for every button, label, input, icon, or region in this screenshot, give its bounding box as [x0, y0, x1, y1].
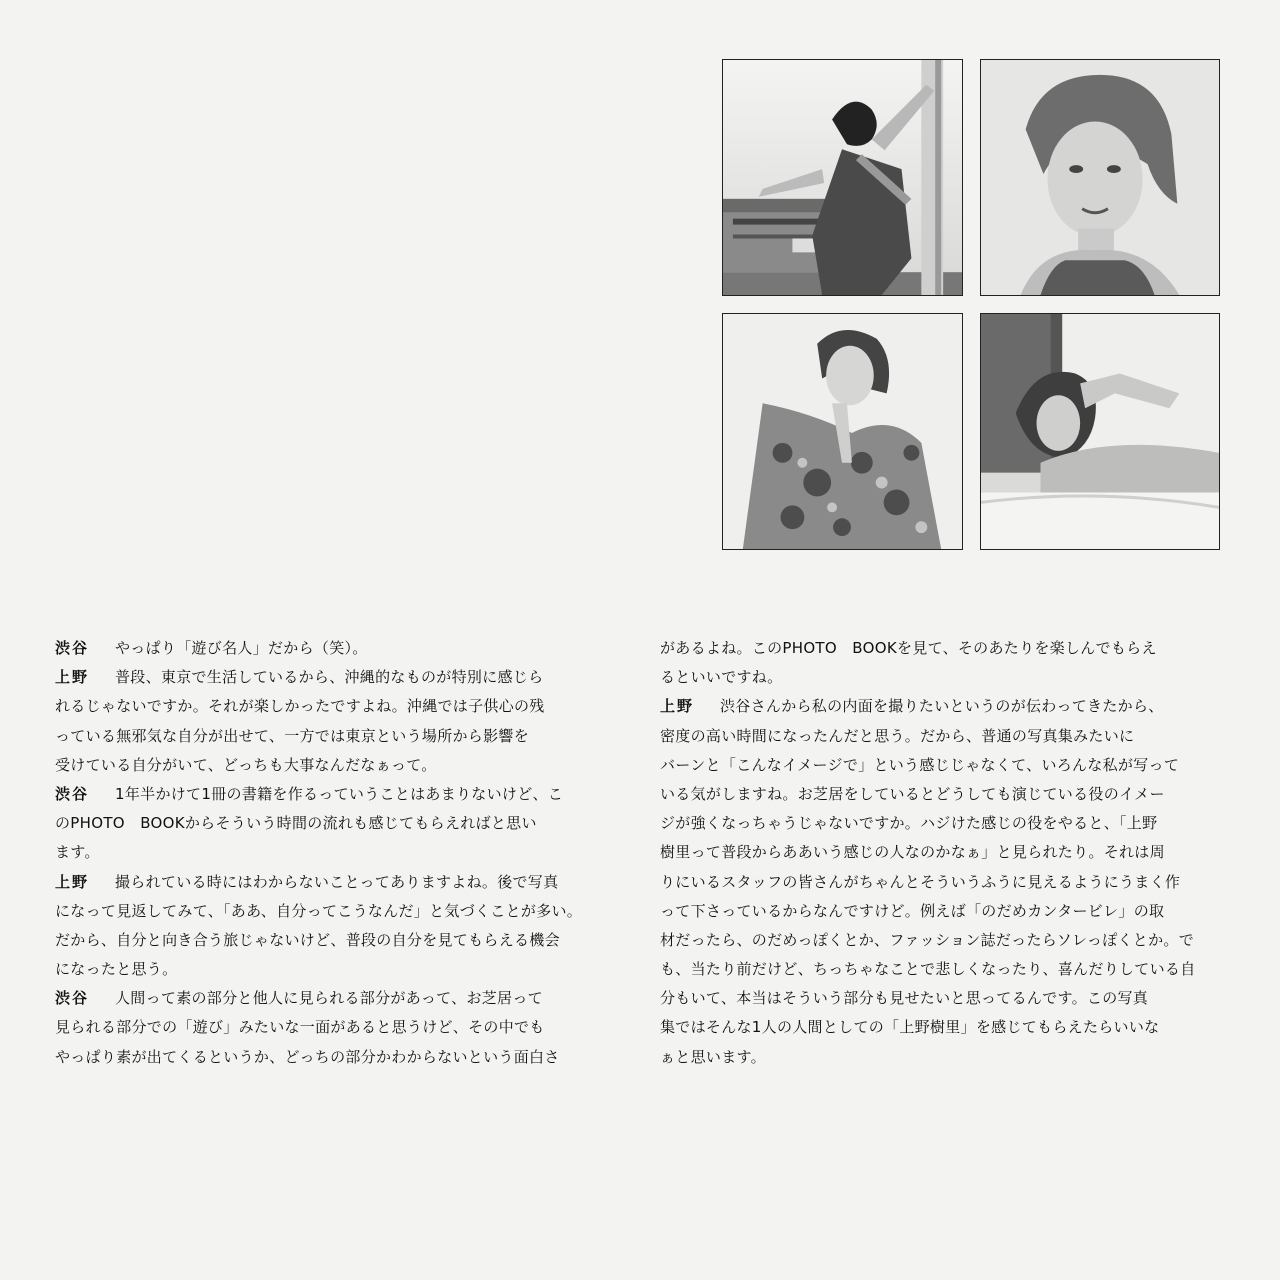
- line-text: になって見返してみて、「ああ、自分ってこうなんだ」と気づくことが多い。: [55, 901, 583, 920]
- photo-floral-dress: [722, 313, 963, 550]
- line-text: 普段、東京で生活しているから、沖縄的なものが特別に感じら: [115, 668, 544, 687]
- text-line: [55, 751, 620, 780]
- line-text: いる気がしますね。お芝居をしているとどうしても演じている役のイメー: [660, 784, 1165, 803]
- text-line: [55, 868, 620, 897]
- line-text: るといいですね。: [660, 668, 783, 687]
- line-text: っている無邪気な自分が出せて、一方では東京という場所から影響を: [55, 726, 530, 745]
- text-line: [55, 722, 620, 751]
- text-line: [660, 780, 1225, 809]
- text-line: [55, 1043, 620, 1072]
- line-text: があるよね。このPHOTO BOOKを見て、そのあたりを楽しんでもらえ: [660, 639, 1157, 657]
- text-line: [55, 1013, 620, 1042]
- text-line: [660, 1043, 1225, 1072]
- text-line: [660, 897, 1225, 926]
- line-text: も、当たり前だけど、ちっちゃなことで悲しくなったり、喜んだりしている自: [660, 960, 1196, 979]
- speaker-name: 上野: [660, 697, 695, 716]
- line-text: 撮られている時にはわからないことってありますよね。後で写真: [115, 872, 559, 891]
- photo-portrait-smile: [980, 59, 1220, 296]
- line-text: 受けている自分がいて、どっちも大事なんだなぁって。: [55, 755, 437, 774]
- speaker-name: 上野: [55, 872, 90, 891]
- line-text: ぁと思います。: [660, 1047, 766, 1066]
- text-line: [55, 897, 620, 926]
- line-text: 樹里って普段からああいう感じの人なのかなぁ」と見られたり。それは周: [660, 843, 1165, 862]
- line-text: 密度の高い時間になったんだと思う。だから、普通の写真集みたいに: [660, 726, 1135, 745]
- text-line: [55, 780, 620, 809]
- text-line: [55, 634, 620, 663]
- line-text: バーンと「こんなイメージで」という感じじゃなくて、いろんな私が写って: [660, 755, 1180, 774]
- text-line: [660, 926, 1225, 955]
- text-line: [660, 1013, 1225, 1042]
- text-line: [660, 809, 1225, 838]
- interview-column-left: [55, 634, 620, 1072]
- photo-outdoor-stretch: [722, 59, 963, 296]
- line-text: 材だったら、のだめっぽくとか、ファッション誌だったらソレっぽくとか。で: [660, 930, 1195, 949]
- text-line: [660, 955, 1225, 984]
- text-line: [660, 663, 1225, 692]
- text-line: [55, 926, 620, 955]
- text-line: [55, 809, 620, 838]
- photo-lying-bed: [980, 313, 1220, 550]
- speaker-name: 渋谷: [55, 784, 90, 803]
- line-text: やっぱり素が出てくるというか、どっちの部分かわからないという面白さ: [55, 1047, 560, 1066]
- text-line: [660, 722, 1225, 751]
- line-text: りにいるスタッフの皆さんがちゃんとそういうふうに見えるようにうまく作: [660, 872, 1181, 891]
- line-text: ジが強くなっちゃうじゃないですか。ハジけた感じの役をやると、「上野: [660, 814, 1158, 833]
- speaker-name: 渋谷: [55, 639, 90, 657]
- speaker-name: 渋谷: [55, 989, 90, 1008]
- text-line: [55, 692, 620, 721]
- interview-column-right: [660, 634, 1225, 1072]
- line-text: 分もいて、本当はそういう部分も見せたいと思ってるんです。この写真: [660, 989, 1149, 1008]
- text-line: [660, 634, 1225, 663]
- text-line: [55, 838, 620, 867]
- speaker-name: 上野: [55, 668, 90, 687]
- text-line: [660, 751, 1225, 780]
- line-text: 集ではそんな1人の人間としての「上野樹里」を感じてもらえたらいいな: [660, 1018, 1160, 1037]
- text-line: [660, 692, 1225, 721]
- line-text: 見られる部分での「遊び」みたいな一面があると思うけど、その中でも: [55, 1018, 545, 1037]
- line-text: 1年半かけて1冊の書籍を作るっていうことはあまりないけど、こ: [115, 784, 564, 803]
- line-text: やっぱり「遊び名人」だから（笑）。: [115, 639, 368, 657]
- line-text: になったと思う。: [55, 960, 178, 979]
- line-text: れるじゃないですか。それが楽しかったですよね。沖縄では子供心の残: [55, 697, 545, 716]
- line-text: 人間って素の部分と他人に見られる部分があって、お芝居って: [115, 989, 543, 1008]
- line-text: って下さっているからなんですけど。例えば「のだめカンタービレ」の取: [660, 901, 1165, 920]
- line-text: のPHOTO BOOKからそういう時間の流れも感じてもらえればと思い: [55, 814, 537, 833]
- text-line: [660, 838, 1225, 867]
- text-line: [660, 984, 1225, 1013]
- text-line: [55, 955, 620, 984]
- text-line: [55, 984, 620, 1013]
- text-line: [660, 868, 1225, 897]
- line-text: だから、自分と向き合う旅じゃないけど、普段の自分を見てもらえる機会: [55, 930, 560, 949]
- line-text: 渋谷さんから私の内面を撮りたいというのが伝わってきたから、: [720, 697, 1164, 716]
- text-line: [55, 663, 620, 692]
- line-text: ます。: [55, 843, 100, 862]
